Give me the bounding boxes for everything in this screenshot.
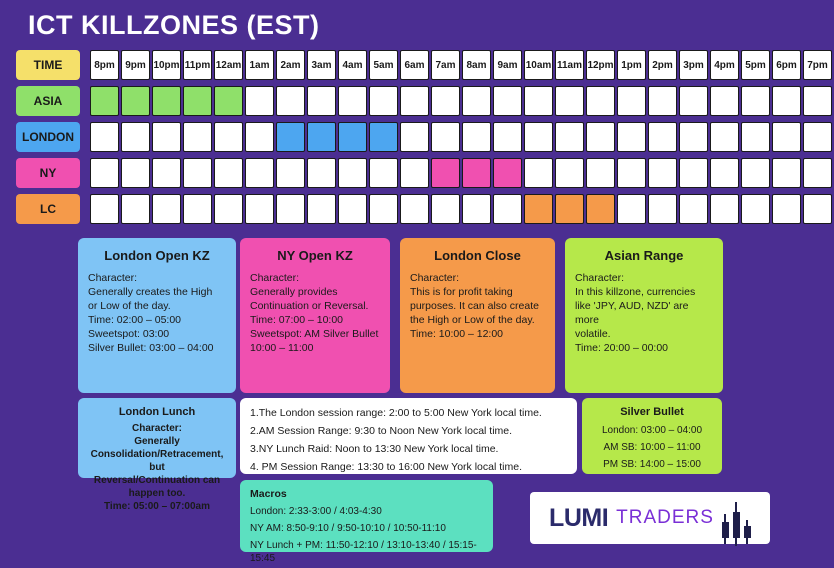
grid-row-asia bbox=[16, 86, 834, 116]
grid-cell bbox=[648, 194, 677, 224]
grid-cell bbox=[338, 158, 367, 188]
grid-cell bbox=[524, 86, 553, 116]
grid-cell bbox=[462, 158, 491, 188]
hour-header: 1am bbox=[245, 50, 274, 80]
grid-cell bbox=[400, 158, 429, 188]
grid-cell bbox=[679, 122, 708, 152]
sessions-box bbox=[240, 398, 577, 474]
grid-cell bbox=[555, 86, 584, 116]
hour-header: 10pm bbox=[152, 50, 181, 80]
info-card-london-open-kz bbox=[78, 238, 236, 393]
grid-row-london bbox=[16, 122, 834, 152]
grid-cell bbox=[369, 122, 398, 152]
card-line: This is for profit taking bbox=[410, 286, 513, 298]
grid-cell bbox=[710, 122, 739, 152]
killzone-grid bbox=[16, 50, 834, 230]
info-card-london-close bbox=[400, 238, 555, 393]
grid-cell bbox=[121, 194, 150, 224]
grid-cell bbox=[245, 158, 274, 188]
grid-cell bbox=[121, 158, 150, 188]
grid-cell bbox=[431, 194, 460, 224]
grid-cell bbox=[772, 194, 801, 224]
hour-header: 8pm bbox=[90, 50, 119, 80]
hour-header: 7pm bbox=[803, 50, 832, 80]
card-line: Time: 02:00 – 05:00 bbox=[88, 314, 182, 326]
row-label-asia: ASIA bbox=[16, 86, 80, 116]
grid-cell bbox=[710, 158, 739, 188]
hour-header: 9pm bbox=[121, 50, 150, 80]
silver-bullet-line: PM SB: 14:00 – 15:00 bbox=[603, 459, 701, 470]
grid-cell bbox=[369, 158, 398, 188]
grid-cell bbox=[152, 194, 181, 224]
card-line: Generally provides bbox=[250, 286, 338, 298]
grid-cell bbox=[90, 158, 119, 188]
grid-cell bbox=[710, 194, 739, 224]
grid-cell bbox=[803, 194, 832, 224]
hour-header: 11pm bbox=[183, 50, 212, 80]
grid-cell bbox=[276, 122, 305, 152]
grid-cell bbox=[276, 194, 305, 224]
grid-cell bbox=[679, 158, 708, 188]
grid-cell bbox=[400, 86, 429, 116]
macros-title: Macros bbox=[250, 488, 287, 500]
grid-cell bbox=[183, 122, 212, 152]
card-line: Time: 07:00 – 10:00 bbox=[250, 314, 344, 326]
card-line: Sweetspot: 03:00 bbox=[88, 328, 170, 340]
grid-cell bbox=[307, 86, 336, 116]
grid-cell bbox=[152, 122, 181, 152]
info-card-ny-open-kz bbox=[240, 238, 390, 393]
logo-secondary: TRADERS bbox=[616, 507, 714, 528]
london-lunch-line: Reversal/Continuation can bbox=[93, 475, 221, 486]
hour-header: 2am bbox=[276, 50, 305, 80]
silver-bullet-title: Silver Bullet bbox=[620, 406, 684, 418]
hour-header: 6pm bbox=[772, 50, 801, 80]
grid-cell bbox=[617, 158, 646, 188]
row-label-ny: NY bbox=[16, 158, 80, 188]
grid-cell bbox=[772, 86, 801, 116]
card-line: In this killzone, currencies bbox=[575, 286, 696, 298]
grid-cell bbox=[555, 122, 584, 152]
grid-cell bbox=[741, 194, 770, 224]
grid-cell bbox=[152, 158, 181, 188]
grid-cell bbox=[679, 86, 708, 116]
card-line: volatile. bbox=[575, 328, 611, 340]
card-line: 10:00 – 11:00 bbox=[250, 342, 314, 354]
grid-cell bbox=[307, 122, 336, 152]
grid-cell bbox=[431, 158, 460, 188]
card-line: the High or Low of the day. bbox=[410, 314, 535, 326]
hour-header: 4am bbox=[338, 50, 367, 80]
grid-cell bbox=[307, 158, 336, 188]
grid-cell bbox=[121, 122, 150, 152]
hour-header: 7am bbox=[431, 50, 460, 80]
card-line: Sweetspot: AM Silver Bullet bbox=[250, 328, 379, 340]
card-title: NY Open KZ bbox=[277, 248, 353, 263]
page-title: ICT KILLZONES (EST) bbox=[28, 10, 320, 40]
row-label-lc: LC bbox=[16, 194, 80, 224]
grid-cell bbox=[90, 194, 119, 224]
hour-header: 3pm bbox=[679, 50, 708, 80]
card-line: Time: 20:00 – 00:00 bbox=[575, 342, 669, 354]
session-line: 3.NY Lunch Raid: Noon to 13:30 New York local time. bbox=[250, 443, 499, 455]
session-line: 1.The London session range: 2:00 to 5:00 New York local time. bbox=[250, 407, 542, 419]
grid-cell bbox=[586, 122, 615, 152]
hour-header: 11am bbox=[555, 50, 584, 80]
card-title: London Open KZ bbox=[104, 248, 210, 263]
london-lunch-card bbox=[78, 398, 236, 512]
grid-cell bbox=[772, 122, 801, 152]
grid-cell bbox=[586, 158, 615, 188]
grid-cell bbox=[555, 158, 584, 188]
macro-line: NY AM: 8:50-9:10 / 9:50-10:10 / 10:50-11:10 bbox=[250, 523, 446, 534]
silver-bullet-line: London: 03:00 – 04:00 bbox=[601, 425, 703, 436]
london-lunch-line: happen too. bbox=[128, 488, 186, 499]
hour-header: 2pm bbox=[648, 50, 677, 80]
grid-cell bbox=[90, 86, 119, 116]
grid-cell bbox=[617, 86, 646, 116]
card-line: Character: bbox=[250, 272, 300, 284]
grid-cell bbox=[679, 194, 708, 224]
grid-cell bbox=[524, 158, 553, 188]
silver-bullet-card bbox=[582, 398, 722, 474]
silver-bullet-line: AM SB: 10:00 – 11:00 bbox=[603, 442, 701, 453]
logo bbox=[530, 492, 770, 544]
grid-cell bbox=[90, 122, 119, 152]
grid-cell bbox=[338, 122, 367, 152]
card-title: London Close bbox=[434, 248, 521, 263]
grid-cell bbox=[741, 158, 770, 188]
row-label-time: TIME bbox=[16, 50, 80, 80]
london-lunch-line: Character: bbox=[131, 423, 183, 434]
grid-cell bbox=[338, 86, 367, 116]
candlestick-icon bbox=[722, 498, 751, 538]
grid-cell bbox=[493, 122, 522, 152]
grid-cell bbox=[183, 158, 212, 188]
grid-row-ny bbox=[16, 158, 834, 188]
grid-cell bbox=[369, 194, 398, 224]
grid-cell bbox=[214, 158, 243, 188]
hour-header: 6am bbox=[400, 50, 429, 80]
grid-cell bbox=[648, 86, 677, 116]
london-lunch-title: London Lunch bbox=[118, 406, 196, 418]
grid-cell bbox=[245, 86, 274, 116]
london-lunch-line: Time: 05:00 – 07:00am bbox=[104, 501, 210, 512]
macros-card bbox=[240, 480, 493, 564]
grid-cell bbox=[617, 122, 646, 152]
grid-cell bbox=[648, 158, 677, 188]
grid-cell bbox=[741, 86, 770, 116]
grid-cell bbox=[524, 122, 553, 152]
grid-cell bbox=[338, 194, 367, 224]
grid-cell bbox=[183, 86, 212, 116]
card-line: Continuation or Reversal. bbox=[250, 300, 369, 312]
hour-header: 12am bbox=[214, 50, 243, 80]
grid-cell bbox=[400, 122, 429, 152]
hour-header: 12pm bbox=[586, 50, 615, 80]
grid-cell bbox=[772, 158, 801, 188]
card-line: Character: bbox=[410, 272, 460, 284]
grid-cell bbox=[462, 194, 491, 224]
card-line: purposes. It can also create bbox=[410, 300, 539, 312]
grid-cell bbox=[555, 194, 584, 224]
card-line: or Low of the day. bbox=[88, 300, 171, 312]
grid-cell bbox=[803, 122, 832, 152]
london-lunch-line: Generally bbox=[134, 436, 180, 447]
card-title: Asian Range bbox=[604, 248, 684, 263]
grid-cell bbox=[524, 194, 553, 224]
grid-cell bbox=[121, 86, 150, 116]
london-lunch-line: Consolidation/Retracement, but bbox=[90, 449, 224, 473]
grid-cell bbox=[214, 194, 243, 224]
hour-header: 3am bbox=[307, 50, 336, 80]
card-line: Time: 10:00 – 12:00 bbox=[410, 328, 504, 340]
grid-cell bbox=[400, 194, 429, 224]
logo-primary: LUMI bbox=[549, 503, 609, 532]
grid-row-time bbox=[16, 50, 834, 80]
grid-cell bbox=[183, 194, 212, 224]
grid-cell bbox=[276, 86, 305, 116]
hour-header: 10am bbox=[524, 50, 553, 80]
session-line: 2.AM Session Range: 9:30 to Noon New York local time. bbox=[250, 425, 513, 437]
grid-cell bbox=[741, 122, 770, 152]
grid-cell bbox=[803, 86, 832, 116]
macro-line: London: 2:33-3:00 / 4:03-4:30 bbox=[250, 506, 382, 517]
grid-cell bbox=[152, 86, 181, 116]
card-line: Character: bbox=[88, 272, 138, 284]
grid-cell bbox=[214, 86, 243, 116]
grid-cell bbox=[586, 194, 615, 224]
grid-cell bbox=[586, 86, 615, 116]
grid-cell bbox=[431, 86, 460, 116]
grid-cell bbox=[431, 122, 460, 152]
info-card-asian-range bbox=[565, 238, 723, 393]
macro-line: NY Lunch + PM: 11:50-12:10 / 13:10-13:40 / 15:15-15:45 bbox=[250, 540, 477, 564]
grid-cell bbox=[276, 158, 305, 188]
grid-cell bbox=[710, 86, 739, 116]
card-line: like 'JPY, AUD, NZD' are more bbox=[575, 300, 689, 326]
grid-cell bbox=[493, 86, 522, 116]
card-line: Silver Bullet: 03:00 – 04:00 bbox=[88, 342, 214, 354]
hour-header: 5am bbox=[369, 50, 398, 80]
hour-header: 4pm bbox=[710, 50, 739, 80]
session-line: 4. PM Session Range: 13:30 to 16:00 New York local time. bbox=[250, 461, 522, 473]
grid-cell bbox=[307, 194, 336, 224]
grid-cell bbox=[462, 122, 491, 152]
grid-cell bbox=[369, 86, 398, 116]
grid-cell bbox=[462, 86, 491, 116]
grid-cell bbox=[493, 194, 522, 224]
card-line: Generally creates the High bbox=[88, 286, 213, 298]
card-line: Character: bbox=[575, 272, 625, 284]
grid-cell bbox=[493, 158, 522, 188]
grid-cell bbox=[245, 194, 274, 224]
grid-cell bbox=[648, 122, 677, 152]
grid-cell bbox=[803, 158, 832, 188]
row-label-london: LONDON bbox=[16, 122, 80, 152]
hour-header: 8am bbox=[462, 50, 491, 80]
hour-header: 5pm bbox=[741, 50, 770, 80]
grid-cell bbox=[214, 122, 243, 152]
hour-header: 1pm bbox=[617, 50, 646, 80]
grid-cell bbox=[245, 122, 274, 152]
hour-header: 9am bbox=[493, 50, 522, 80]
grid-cell bbox=[617, 194, 646, 224]
grid-row-lc bbox=[16, 194, 834, 224]
